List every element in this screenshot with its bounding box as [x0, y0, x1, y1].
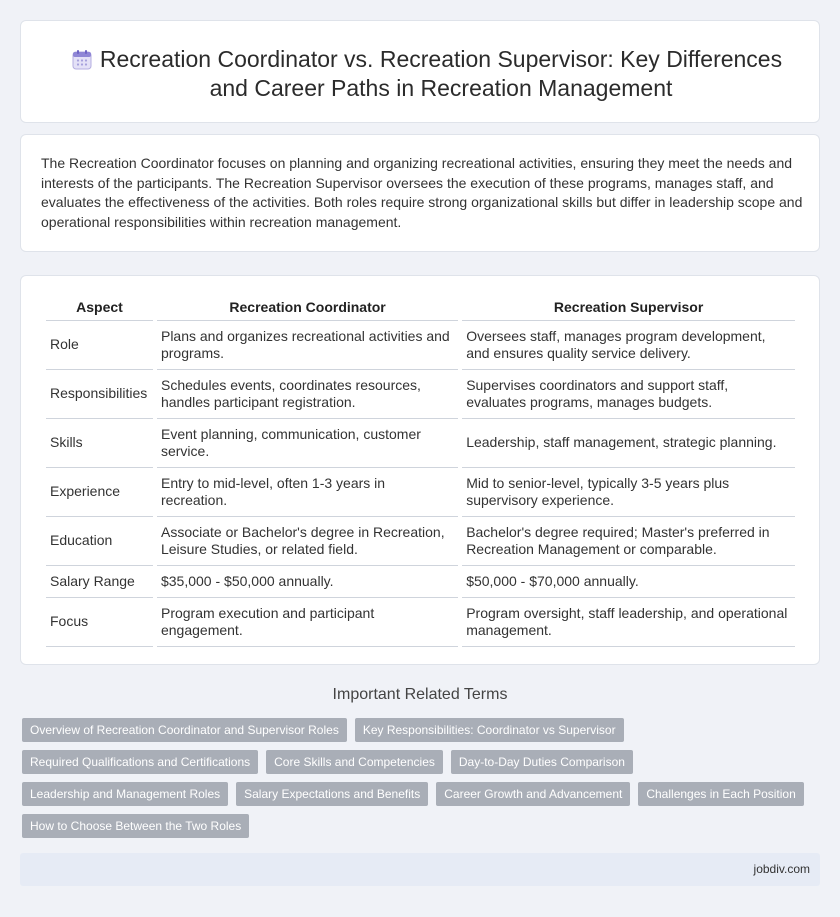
table-row: [46, 517, 795, 566]
header-aspect: Aspect: [46, 295, 153, 321]
row-supervisor: Oversees staff, manages program development, and ensures quality service delivery.: [462, 321, 795, 370]
related-term-tag[interactable]: Career Growth and Advancement: [436, 782, 630, 806]
related-term-tag[interactable]: Leadership and Management Roles: [22, 782, 228, 806]
related-terms-list: [22, 718, 822, 838]
row-supervisor: Leadership, staff management, strategic planning.: [462, 419, 795, 468]
table-row: [46, 321, 795, 370]
page-title: Recreation Coordinator vs. Recreation Supervisor: Key Differences and Career Paths in Recreation Management: [99, 46, 783, 101]
related-term-tag[interactable]: Key Responsibilities: Coordinator vs Supervisor: [355, 718, 624, 742]
row-coordinator: Associate or Bachelor's degree in Recreation, Leisure Studies, or related field.: [157, 517, 458, 566]
related-term-tag[interactable]: Core Skills and Competencies: [266, 750, 443, 774]
row-coordinator: Schedules events, coordinates resources, handles participant registration.: [157, 370, 458, 419]
related-term-tag[interactable]: Day-to-Day Duties Comparison: [451, 750, 633, 774]
row-coordinator: $35,000 - $50,000 annually.: [157, 566, 458, 598]
row-aspect: Focus: [46, 598, 153, 647]
row-supervisor: $50,000 - $70,000 annually.: [462, 566, 795, 598]
row-coordinator: Program execution and participant engagement.: [157, 598, 458, 647]
comparison-card: [20, 275, 820, 665]
footer: [20, 853, 820, 886]
header-supervisor: Recreation Supervisor: [462, 295, 795, 321]
header-coordinator: Recreation Coordinator: [157, 295, 458, 321]
intro-card: [20, 134, 820, 252]
table-row: [46, 419, 795, 468]
row-aspect: Education: [46, 517, 153, 566]
table-row: [46, 566, 795, 598]
intro-paragraph: The Recreation Coordinator focuses on planning and organizing recreational activities, ensuring they meet the needs and interests of the participants. The Recreation Supervisor oversees the execution of these programs, manages staff, and evaluates the effectiveness of the activities. Both roles require strong organizational skills but differ in leadership scope and operational responsibilities within recreation management.: [41, 155, 803, 230]
title-card: [20, 20, 820, 123]
related-term-tag[interactable]: Salary Expectations and Benefits: [236, 782, 428, 806]
row-aspect: Role: [46, 321, 153, 370]
related-term-tag[interactable]: How to Choose Between the Two Roles: [22, 814, 249, 838]
row-aspect: Experience: [46, 468, 153, 517]
row-coordinator: Event planning, communication, customer service.: [157, 419, 458, 468]
row-aspect: Responsibilities: [46, 370, 153, 419]
row-aspect: Salary Range: [46, 566, 153, 598]
footer-site-link[interactable]: jobdiv.com: [753, 862, 810, 876]
table-header-row: [46, 295, 795, 321]
comparison-table: [42, 295, 799, 647]
row-supervisor: Bachelor's degree required; Master's preferred in Recreation Management or comparable.: [462, 517, 795, 566]
row-supervisor: Mid to senior-level, typically 3-5 years plus supervisory experience.: [462, 468, 795, 517]
row-supervisor: Supervises coordinators and support staff, evaluates programs, manages budgets.: [462, 370, 795, 419]
table-row: [46, 370, 795, 419]
row-coordinator: Plans and organizes recreational activities and programs.: [157, 321, 458, 370]
row-aspect: Skills: [46, 419, 153, 468]
row-supervisor: Program oversight, staff leadership, and operational management.: [462, 598, 795, 647]
related-terms-title: Important Related Terms: [332, 686, 508, 703]
table-row: [46, 468, 795, 517]
related-term-tag[interactable]: Overview of Recreation Coordinator and Supervisor Roles: [22, 718, 347, 742]
table-row: [46, 598, 795, 647]
related-term-tag[interactable]: Required Qualifications and Certifications: [22, 750, 258, 774]
row-coordinator: Entry to mid-level, often 1-3 years in recreation.: [157, 468, 458, 517]
related-term-tag[interactable]: Challenges in Each Position: [638, 782, 803, 806]
